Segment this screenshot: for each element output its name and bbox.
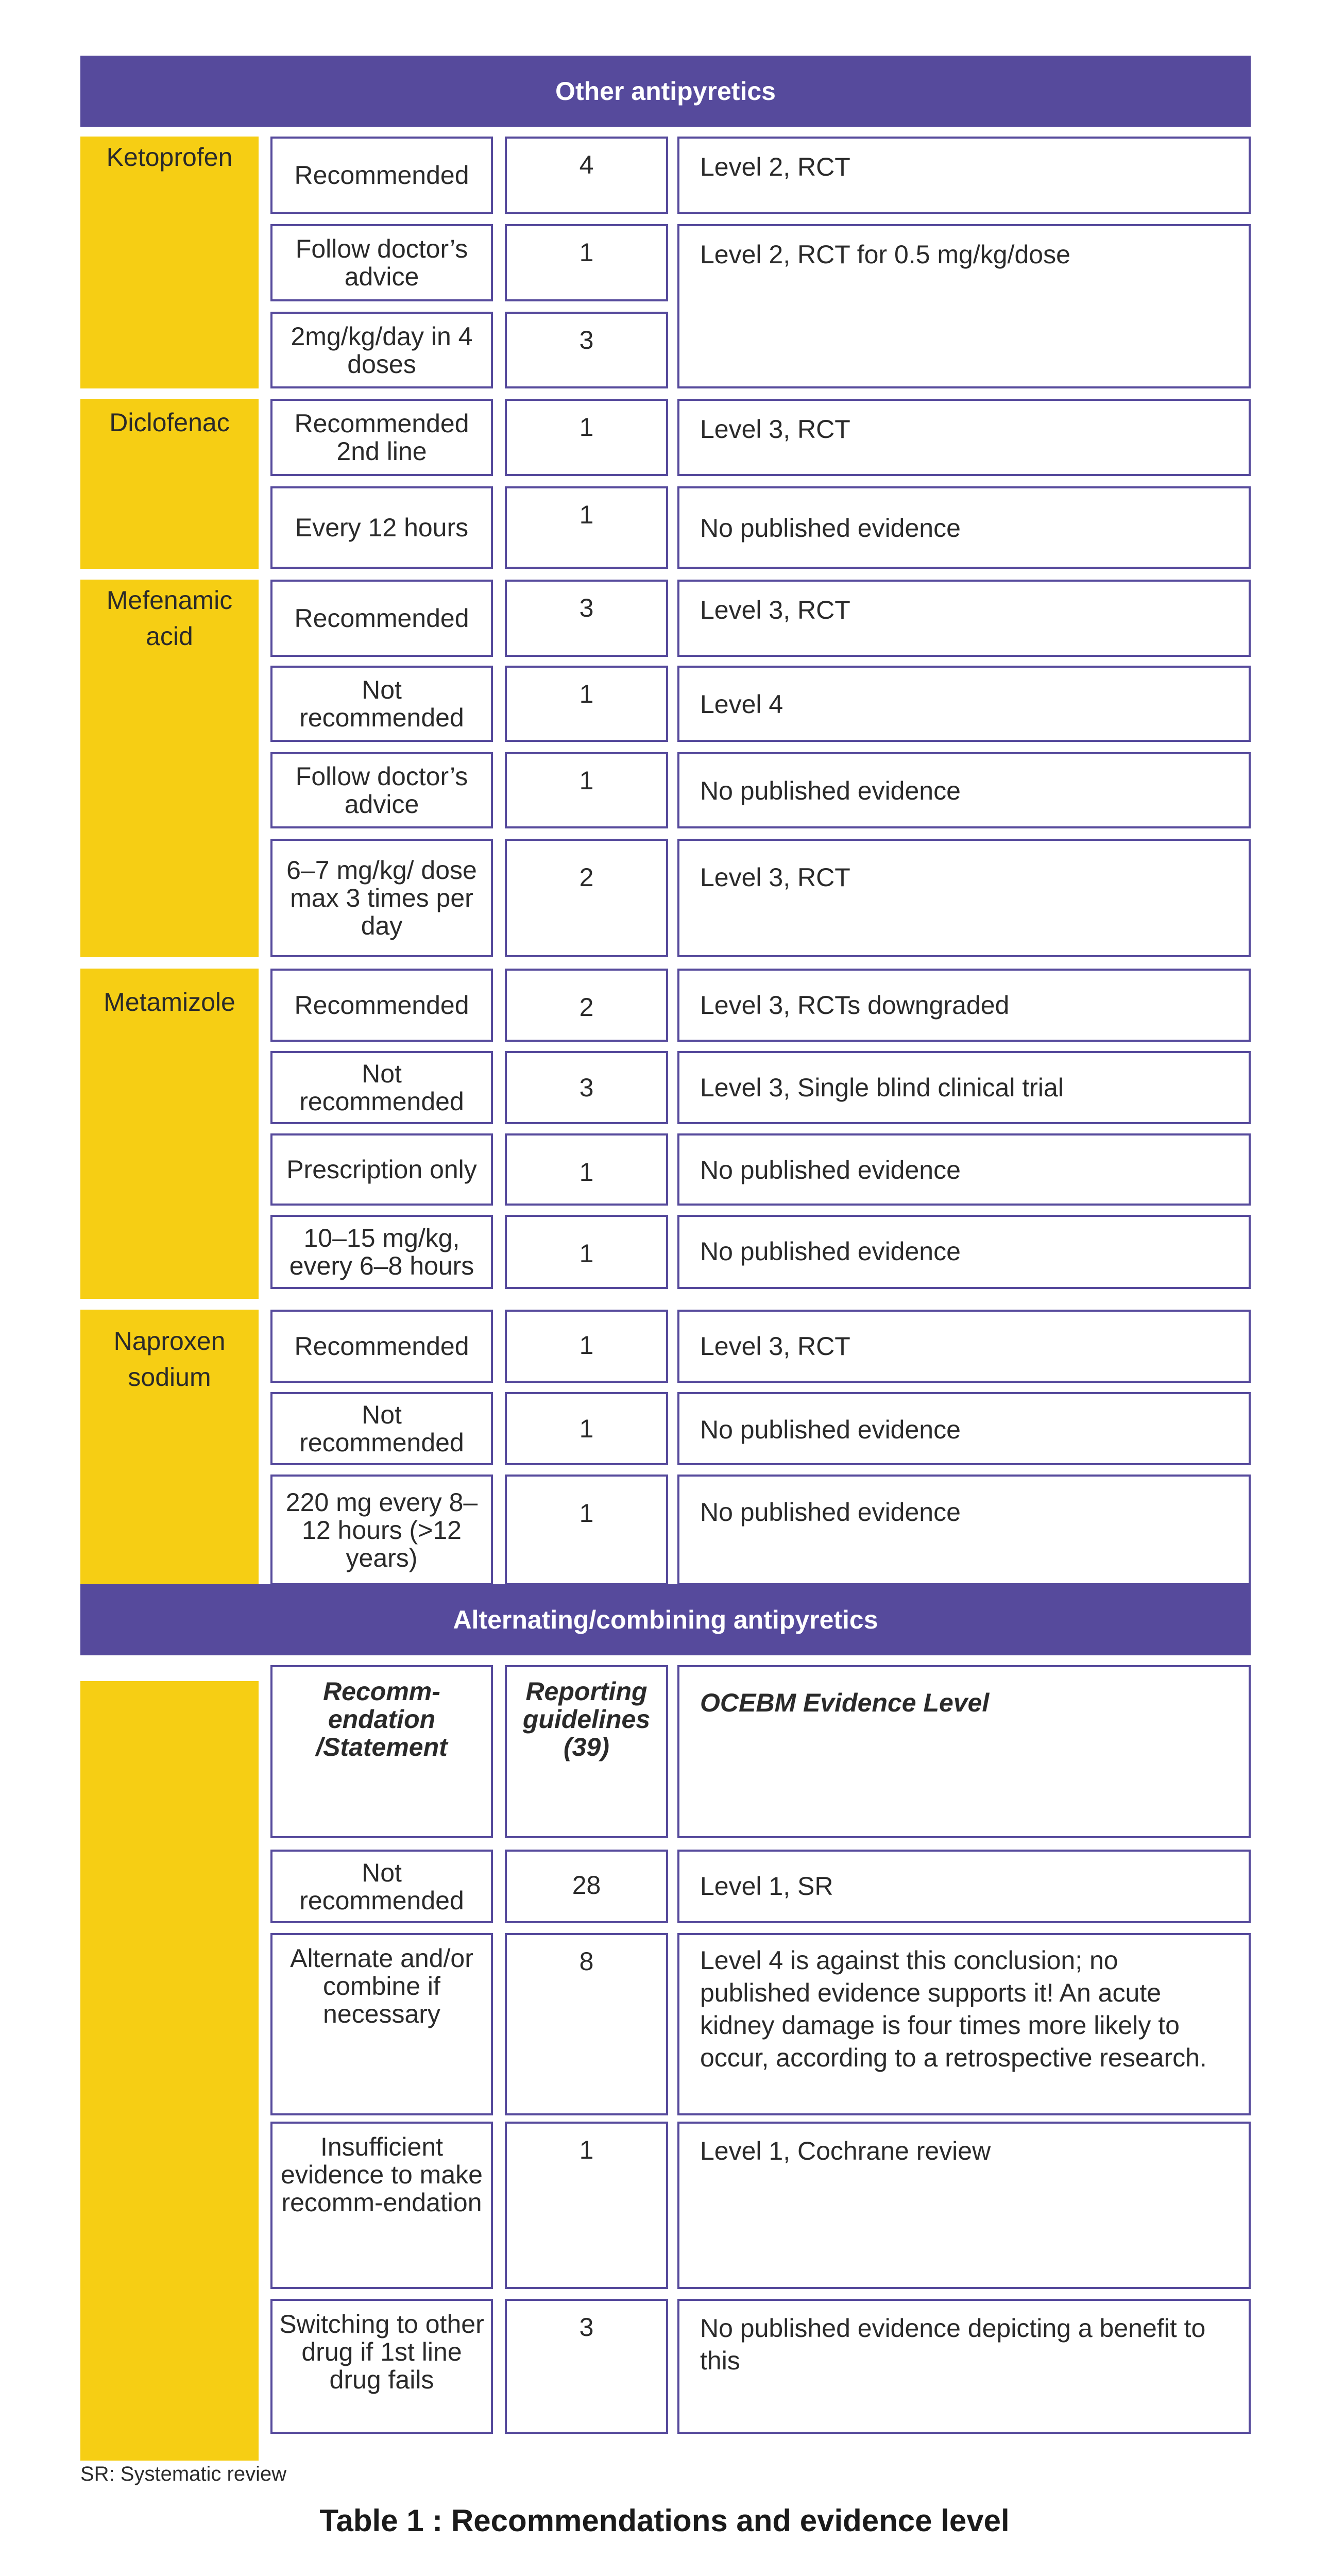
- drug-name-diclofenac: Diclofenac: [109, 408, 230, 437]
- recommendation-cell: Recommended: [270, 1310, 493, 1383]
- evidence-level-cell: No published evidence: [677, 752, 1251, 828]
- recommendation-cell: Insufficient evidence to make recomm-endation: [270, 2122, 493, 2289]
- guidelines-count-cell: 1: [505, 1392, 668, 1465]
- evidence-level-cell: Level 2, RCT: [677, 137, 1251, 214]
- guidelines-count-cell: 2: [505, 839, 668, 957]
- guidelines-count-cell: 8: [505, 1933, 668, 2115]
- recommendation-cell: Not recommended: [270, 1392, 493, 1465]
- evidence-level-cell: Level 1, Cochrane review: [677, 2122, 1251, 2289]
- evidence-level-cell: Level 3, RCT: [677, 839, 1251, 957]
- evidence-level-cell: No published evidence: [677, 1475, 1251, 1585]
- recommendation-cell: 10–15 mg/kg, every 6–8 hours: [270, 1215, 493, 1289]
- recommendation-cell: Not recommended: [270, 1850, 493, 1923]
- evidence-level-cell: Level 4: [677, 666, 1251, 742]
- guidelines-count-cell: 1: [505, 2122, 668, 2289]
- guidelines-count-cell: 1: [505, 486, 668, 569]
- column-header-recommendation: Recomm-endation /Statement: [270, 1665, 493, 1838]
- evidence-level-cell: Level 3, RCT: [677, 399, 1251, 476]
- recommendation-cell: Not recommended: [270, 666, 493, 742]
- drug-name-ketoprofen: Ketoprofen: [106, 143, 233, 172]
- evidence-level-cell: Level 3, RCT: [677, 580, 1251, 657]
- recommendation-cell: 220 mg every 8–12 hours (>12 years): [270, 1475, 493, 1585]
- evidence-level-cell: Level 4 is against this conclusion; no published evidence supports it! An acute kidney damage is four times more likely to occur, according to a retrospective research.: [677, 1933, 1251, 2115]
- evidence-level-cell: No published evidence: [677, 1133, 1251, 1206]
- guidelines-count-cell: 4: [505, 137, 668, 214]
- recommendation-cell: Alternate and/or combine if necessary: [270, 1933, 493, 2115]
- drug-name-naproxen: Naproxen sodium: [113, 1327, 226, 1392]
- evidence-level-cell: Level 1, SR: [677, 1850, 1251, 1923]
- recommendation-cell: Recommended: [270, 580, 493, 657]
- recommendation-cell: 2mg/kg/day in 4 doses: [270, 312, 493, 388]
- evidence-level-cell: No published evidence: [677, 486, 1251, 569]
- guidelines-count-cell: 2: [505, 969, 668, 1042]
- recommendation-cell: Follow doctor’s advice: [270, 224, 493, 301]
- guidelines-count-cell: 1: [505, 399, 668, 476]
- column-header-guidelines: Reporting guidelines (39): [505, 1665, 668, 1838]
- guidelines-count-cell: 3: [505, 580, 668, 657]
- guidelines-count-cell: 1: [505, 224, 668, 301]
- guidelines-count-cell: 3: [505, 2299, 668, 2434]
- guidelines-count-cell: 1: [505, 1133, 668, 1206]
- evidence-level-cell: Level 3, RCT: [677, 1310, 1251, 1383]
- recommendation-cell: Switching to other drug if 1st line drug fails: [270, 2299, 493, 2434]
- evidence-level-cell: No published evidence depicting a benefit to this: [677, 2299, 1251, 2434]
- guidelines-count-cell: 1: [505, 1310, 668, 1383]
- guidelines-count-cell: 3: [505, 1051, 668, 1124]
- guidelines-count-cell: 1: [505, 666, 668, 742]
- recommendation-cell: Recommended: [270, 969, 493, 1042]
- column-header-evidence: OCEBM Evidence Level: [677, 1665, 1251, 1838]
- evidence-level-cell: No published evidence: [677, 1215, 1251, 1289]
- recommendation-cell: Recommended: [270, 137, 493, 214]
- recommendation-cell: Every 12 hours: [270, 486, 493, 569]
- footnote: SR: Systematic review: [80, 2463, 287, 2485]
- guidelines-count-cell: 1: [505, 1475, 668, 1585]
- table-caption: Table 1 : Recommendations and evidence level: [319, 2503, 1010, 2538]
- evidence-level-cell: No published evidence: [677, 1392, 1251, 1465]
- drug-block-alternating: [80, 1681, 259, 2461]
- guidelines-count-cell: 1: [505, 1215, 668, 1289]
- guidelines-count-cell: 28: [505, 1850, 668, 1923]
- recommendation-cell: Not recommended: [270, 1051, 493, 1124]
- section-header-alternating-antipyretics: Alternating/combining antipyretics: [80, 1584, 1251, 1655]
- evidence-level-cell: Level 2, RCT for 0.5 mg/kg/dose: [677, 224, 1251, 388]
- recommendation-cell: 6–7 mg/kg/ dose max 3 times per day: [270, 839, 493, 957]
- recommendation-cell: Follow doctor’s advice: [270, 752, 493, 828]
- evidence-level-cell: Level 3, Single blind clinical trial: [677, 1051, 1251, 1124]
- recommendation-cell: Prescription only: [270, 1133, 493, 1206]
- recommendation-cell: Recommended 2nd line: [270, 399, 493, 476]
- section-header-other-antipyretics: Other antipyretics: [80, 56, 1251, 127]
- guidelines-count-cell: 1: [505, 752, 668, 828]
- evidence-level-cell: Level 3, RCTs downgraded: [677, 969, 1251, 1042]
- guidelines-count-cell: 3: [505, 312, 668, 388]
- drug-name-mefenamic: Mefenamic acid: [106, 586, 233, 651]
- drug-name-metamizole: Metamizole: [104, 988, 235, 1016]
